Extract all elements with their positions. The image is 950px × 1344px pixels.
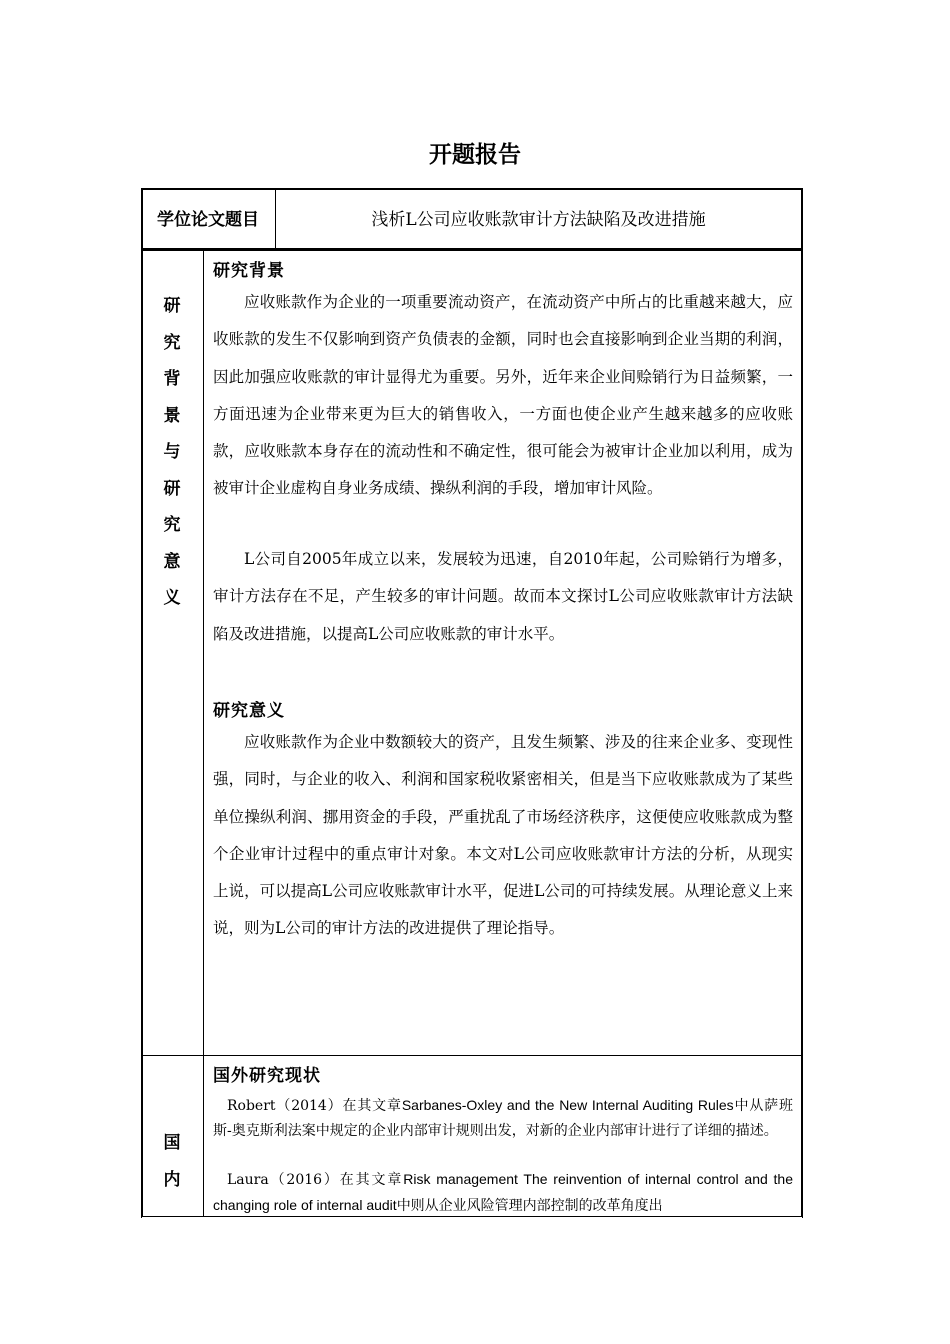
- foreign-research-paragraph-2: [213, 1167, 793, 1219]
- title-row-bottom-border: [141, 248, 803, 251]
- side-char: 究: [163, 332, 181, 353]
- section-divider: [141, 1055, 803, 1056]
- table-top-border: [141, 188, 803, 190]
- side-char: 意: [163, 551, 181, 572]
- side-char: 景: [163, 405, 181, 426]
- side-char: 背: [163, 369, 181, 389]
- table-right-border: [801, 188, 803, 1217]
- side-char: 内: [163, 1169, 181, 1190]
- foreign-research-paragraph-1: [213, 1093, 793, 1144]
- background-paragraph-2: L公司自2005年成立以来，发展较为迅速，自2010年起，公司赊销行为增多，审计方法存在不足，产生较多的审计问题。故而本文探讨L公司应收账款审计方法缺陷及改进措施，以提高L公司应收账款的审计水平。: [213, 550, 793, 643]
- citation-description: 中则从企业风险管理内部控制的改革角度出: [396, 1197, 663, 1214]
- side-char: 研: [163, 296, 181, 316]
- thesis-title-value: 浅析L公司应收账款审计方法缺陷及改进措施: [371, 210, 706, 230]
- citation-article-title: Risk management The reinvention of internal control and the changing role of internal audit: [213, 1171, 793, 1213]
- side-char: 研: [163, 478, 181, 499]
- citation-description: 中从萨班斯-奥克斯利法案中规定的企业内部审计规则出发，对新的企业内部审计进行了详细的描述。: [213, 1098, 793, 1139]
- side-char: 与: [163, 442, 181, 462]
- thesis-title-label: 学位论文题目: [157, 210, 259, 230]
- foreign-research-heading: 国外研究现状: [213, 1066, 321, 1086]
- section2-side-label: [141, 1125, 203, 1198]
- page-title: 开题报告: [429, 142, 521, 168]
- significance-paragraph: 应收账款作为企业中数额较大的资产，且发生频繁、涉及的往来企业多、变现性强，同时，与企业的收入、利润和国家税收紧密相关，但是当下应收账款成为了某些单位操纵利润、挪用资金的手段，严重扰乱了市场经济秩序，这便使应收账款成为整个企业审计过程中的重点审计对象。本文对L公司应收账款审计方法的分析，从现实上说，可以提高L公司应收账款审计水平，促进L公司的可持续发展。从理论意义上来说，则为L公司的审计方法的改进提供了理论指导。: [213, 733, 793, 938]
- side-char: 义: [163, 588, 181, 608]
- label-column-divider: [203, 250, 204, 1217]
- background-paragraph-1: 应收账款作为企业的一项重要流动资产，在流动资产中所占的比重越来越大，应收账款的发生不仅影响到资产负债表的金额，同时也会直接影响到企业当期的利润，因此加强应收账款的审计显得尤为重要。另外，近年来企业间赊销行为日益频繁，一方面迅速为企业带来更为巨大的销售收入，一方面也使企业产生越来越多的应收账款，应收账款本身存在的流动性和不确定性，很可能会为被审计企业加以利用，成为被审计企业虚构自身业务成绩、操纵利润的手段，增加审计风险。: [213, 293, 793, 498]
- citation-article-title: Sarbanes-Oxley and the New Internal Auditing Rules: [401, 1097, 734, 1113]
- citation-author: Laura（2016）在其文章: [227, 1172, 404, 1188]
- citation-author: Robert（2014）在其文章: [227, 1098, 402, 1114]
- side-char: 国: [163, 1133, 181, 1153]
- side-char: 究: [163, 515, 181, 535]
- background-heading: 研究背景: [213, 261, 285, 281]
- significance-heading: 研究意义: [213, 701, 285, 721]
- section1-side-label: [141, 288, 203, 617]
